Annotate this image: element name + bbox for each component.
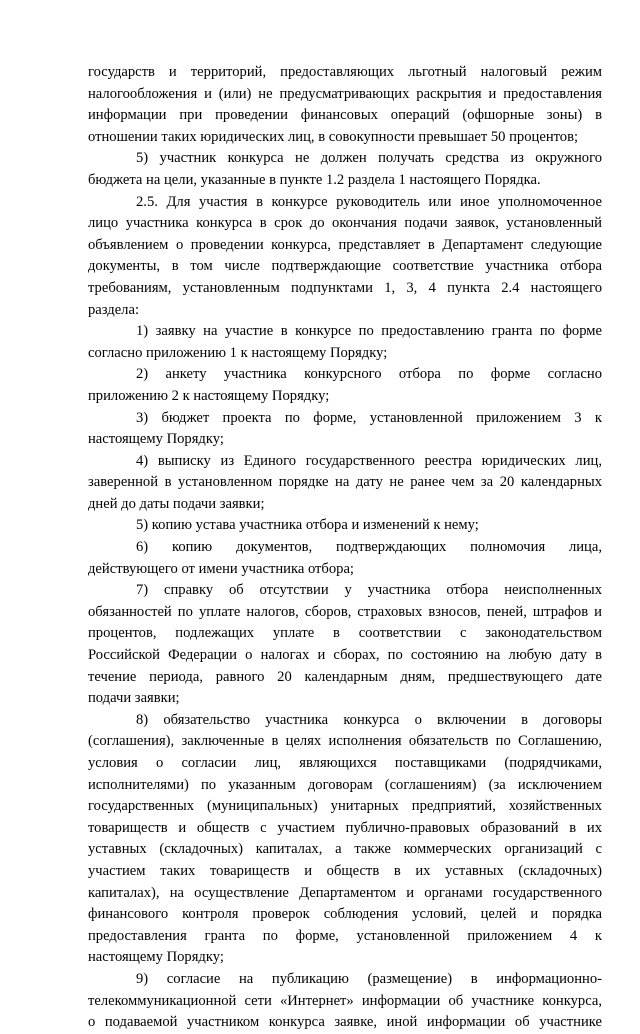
- text-line: объявлением о проведении конкурса, представляет в Департамент следующие: [88, 236, 602, 253]
- text-line: 5) копию устава участника отбора и изменений к нему;: [136, 517, 479, 534]
- text-line: 9) согласие на публикацию (размещение) в информационно-: [136, 970, 602, 987]
- text-line: о подаваемой участником конкурса заявке, иной информации об участнике: [88, 1014, 602, 1031]
- text-line: лицо участника конкурса в срок до окончания подачи заявок, установленный: [88, 215, 602, 232]
- text-line: финансового контроля проверок соблюдения условий, целей и порядка: [88, 906, 602, 923]
- text-line: налогообложения и (или) не предусматривающих раскрытия и предоставления: [88, 85, 602, 102]
- text-line: настоящему Порядку;: [88, 949, 224, 966]
- text-line: требованиям, установленным подпунктами 1, 3, 4 пункта 2.4 настоящего: [88, 279, 602, 296]
- text-line: течение периода, равного 20 календарным дням, предшествующего дате: [88, 668, 602, 685]
- text-line: 8) обязательство участника конкурса о включении в договоры: [136, 711, 602, 728]
- text-line: обязанностей по уплате налогов, сборов, страховых взносов, пеней, штрафов и: [88, 603, 602, 620]
- text-line: подачи заявки;: [88, 690, 180, 707]
- text-line: 7) справку об отсутствии у участника отбора неисполненных: [136, 582, 602, 599]
- text-line: Российской Федерации о налогах и сборах, по состоянию на любую дату в: [88, 647, 602, 664]
- text-line: 2) анкету участника конкурсного отбора по форме согласно: [136, 366, 602, 383]
- text-line: настоящему Порядку;: [88, 431, 224, 448]
- document-page: [88, 62, 602, 1034]
- text-line: участием таких товариществ и обществ в их уставных (складочных): [88, 862, 602, 879]
- text-line: государств и территорий, предоставляющих льготный налоговый режим: [88, 64, 602, 80]
- text-line: согласно приложению 1 к настоящему Порядку;: [88, 344, 388, 361]
- text-line: товариществ и обществ с участием публично-правовых образований в их: [88, 819, 602, 836]
- text-line: уставных (складочных) капиталах, а также коммерческих организаций с: [88, 841, 602, 858]
- text-line: исполнителями) по указанным договорам (соглашениям) (за исключением: [88, 776, 602, 793]
- text-line: 4) выписку из Единого государственного реестра юридических лиц,: [136, 452, 602, 469]
- text-line: капиталах), на осуществление Департаментом и органами государственного: [88, 884, 602, 901]
- text-line: 3) бюджет проекта по форме, установленной приложением 3 к: [136, 409, 602, 426]
- text-line: действующего от имени участника отбора;: [88, 560, 354, 577]
- text-line: телекоммуникационной сети «Интернет» информации об участнике конкурса,: [88, 992, 602, 1009]
- text-line: бюджета на цели, указанные в пункте 1.2 раздела 1 настоящего Порядка.: [88, 171, 541, 188]
- text-line: государственных (муниципальных) унитарных предприятий, хозяйственных: [88, 798, 602, 815]
- text-line: 6) копию документов, подтверждающих полномочия лица,: [136, 539, 602, 556]
- text-line: документы, в том числе подтверждающие соответствие участника отбора: [88, 258, 602, 275]
- text-line: 5) участник конкурса не должен получать средства из окружного: [136, 150, 602, 167]
- text-line: информации при проведении финансовых операций (офшорные зоны) в: [88, 107, 602, 124]
- text-line: приложению 2 к настоящему Порядку;: [88, 387, 330, 404]
- text-line: (соглашения), заключенные в целях исполнения обязательств по Соглашению,: [88, 733, 602, 750]
- text-line: 2.5. Для участия в конкурсе руководитель или иное уполномоченное: [136, 193, 602, 210]
- text-line: 1) заявку на участие в конкурсе по предоставлению гранта по форме: [136, 323, 602, 340]
- text-line: условия о согласии лиц, являющихся поставщиками (подрядчиками,: [88, 755, 602, 771]
- text-line: отношении таких юридических лиц, в совокупности превышает 50 процентов;: [88, 128, 579, 145]
- text-line: процентов, подлежащих уплате в соответствии с законодательством: [88, 625, 602, 642]
- text-line: раздела:: [88, 301, 139, 318]
- text-line: заверенной в установленном порядке на дату не ранее чем за 20 календарных: [88, 474, 602, 491]
- text-line: дней до даты подачи заявки;: [88, 495, 265, 512]
- text-line: предоставления гранта по форме, установленной приложением 4 к: [88, 927, 602, 944]
